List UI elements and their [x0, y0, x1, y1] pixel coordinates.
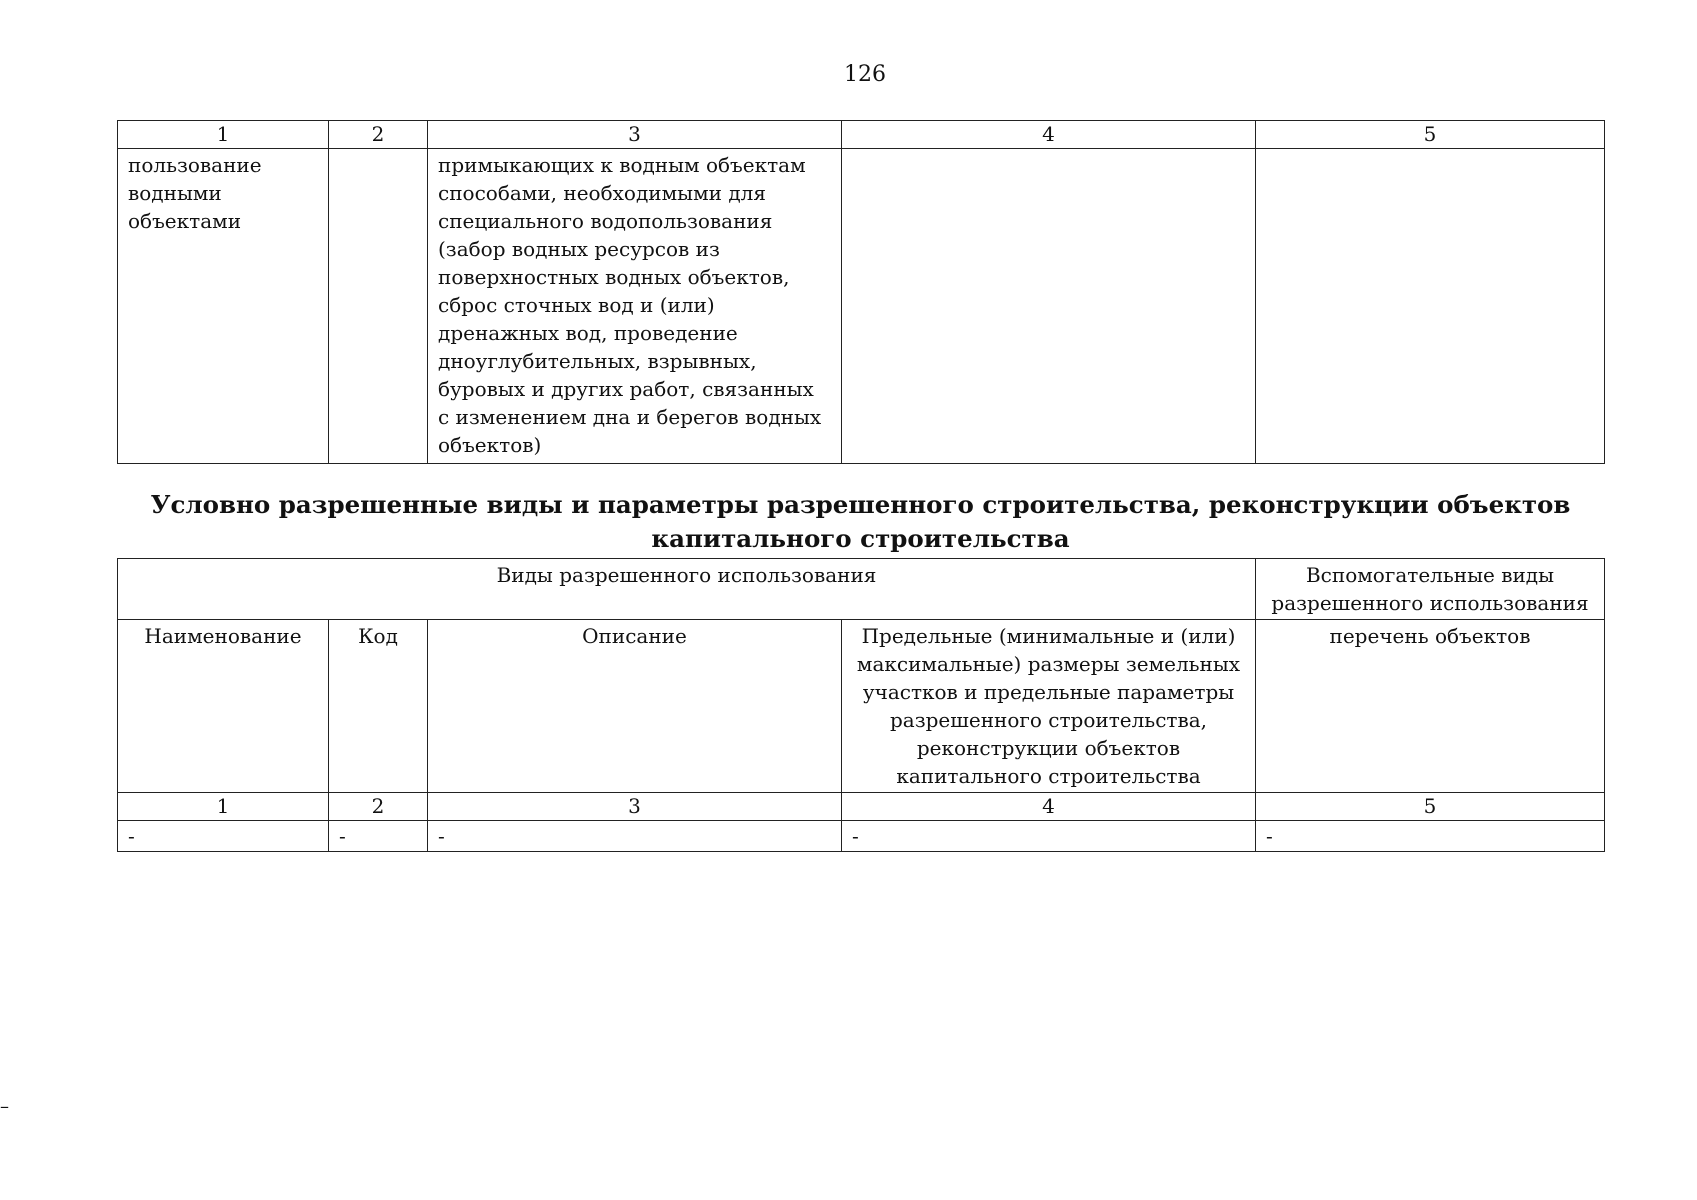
column-number-row [118, 793, 1605, 821]
use-name-cell: пользование водными объектами [118, 149, 329, 464]
column-number: 2 [329, 121, 428, 149]
column-number: 3 [428, 121, 842, 149]
column-number: 4 [842, 121, 1256, 149]
column-number: 1 [118, 793, 329, 821]
name-header: Наименование [118, 620, 329, 793]
column-number: 5 [1256, 793, 1605, 821]
objects-cell: - [1256, 821, 1605, 852]
column-number: 1 [118, 121, 329, 149]
column-number: 3 [428, 793, 842, 821]
conditional-uses-table [117, 558, 1605, 852]
table-row [118, 149, 1605, 464]
uses-group-header: Виды разрешенного использования [118, 559, 1256, 620]
column-number: 5 [1256, 121, 1605, 149]
objects-header: перечень объектов [1256, 620, 1605, 793]
page-number: 126 [844, 62, 886, 87]
description-header: Описание [428, 620, 842, 793]
column-header-row [118, 620, 1605, 793]
code-cell: - [329, 821, 428, 852]
params-header: Предельные (минимальные и (или) максимальные) размеры земельных участков и предельные параметры разрешенного строительства, реконструкции объектов капитального строительства [842, 620, 1256, 793]
group-header-row [118, 559, 1605, 620]
description-cell: - [428, 821, 842, 852]
objects-cell [1256, 149, 1605, 464]
aux-uses-header: Вспомогательные виды разрешенного использования [1256, 559, 1605, 620]
column-number: 2 [329, 793, 428, 821]
continuation-table [117, 120, 1605, 464]
description-cell: примыкающих к водным объектам способами, необходимыми для специального водопользования (забор водных ресурсов из поверхностных водных объектов, сброс сточных вод и (или) дренажных вод, проведение дноуглубительных, взрывных, буровых и других работ, связанных с изменением дна и берегов водных объектов) [428, 149, 842, 464]
margin-mark: – [0, 1096, 9, 1117]
params-cell: - [842, 821, 1256, 852]
name-cell: - [118, 821, 329, 852]
column-number: 4 [842, 793, 1256, 821]
section-heading: Условно разрешенные виды и параметры разрешенного строительства, реконструкции объектов капитального строительства [150, 490, 1571, 553]
code-cell [329, 149, 428, 464]
code-header: Код [329, 620, 428, 793]
table-row [118, 821, 1605, 852]
column-number-row [118, 121, 1605, 149]
params-cell [842, 149, 1256, 464]
